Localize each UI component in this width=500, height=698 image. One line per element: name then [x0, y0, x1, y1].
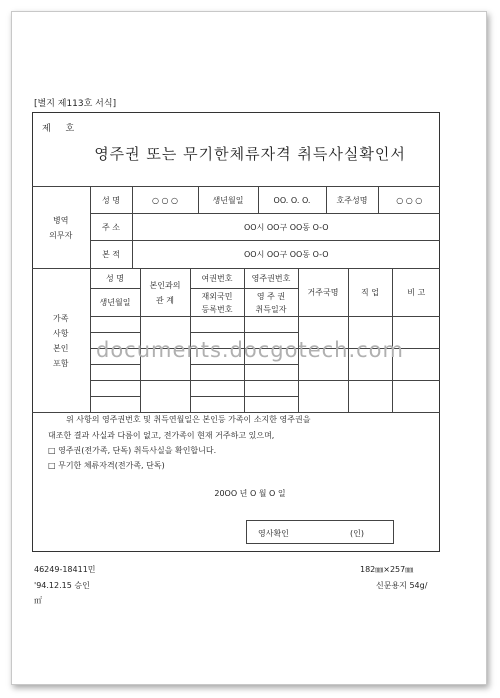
footer-form-code: 46249-18411민: [34, 565, 96, 574]
family-row: [32, 317, 440, 333]
family-cell: [90, 317, 140, 333]
family-cell: [90, 365, 140, 381]
household-head-label: 호주성명: [326, 187, 378, 214]
family-cell: [190, 317, 244, 333]
watermark: documents.docgotech.com: [95, 338, 404, 362]
section-family-line3: 본인: [53, 343, 69, 353]
domicile-label: 본 적: [90, 241, 132, 269]
family-cell: [190, 365, 244, 381]
form-code: [별지 제113호 서식]: [34, 99, 117, 109]
household-head-value: ○ ○ ○: [378, 187, 440, 214]
family-cell: [190, 397, 244, 413]
document-title: 영주권 또는 무기한체류자격 취득사실확인서: [94, 145, 406, 163]
birth-label: 생년월일: [198, 187, 258, 214]
family-pr-number-header: 영주권번호: [244, 269, 298, 289]
address-label: 주 소: [90, 214, 132, 241]
option-indefinite-stay: □ 무기한 체류자격(전가족, 단독): [48, 461, 165, 470]
relation-header-line2: 관 계: [156, 295, 174, 305]
footer-approval: '94.12.15 승인: [34, 581, 90, 590]
document-number-label: 제 호: [42, 124, 81, 134]
family-cell: [348, 381, 392, 413]
footer-paper-size: 182㎜×257㎜: [360, 565, 414, 574]
pr-date-line1: 영 주 권: [256, 291, 286, 301]
seal-mark: (인): [350, 529, 364, 538]
family-pr-date-header: [244, 289, 298, 317]
family-cell: [190, 381, 244, 397]
document-date: 20OO 년 O 월 O 일: [214, 489, 286, 498]
family-cell: [298, 381, 348, 413]
family-cell: [140, 381, 190, 413]
section-family-line4: 포함: [53, 358, 69, 368]
section-military-label: [32, 187, 90, 269]
family-cell: [90, 397, 140, 413]
name-value: ○ ○ ○: [132, 187, 198, 214]
family-cell: [244, 397, 298, 413]
section-military-line1: 병역: [53, 215, 69, 225]
family-cell: [244, 381, 298, 397]
family-cell: [244, 317, 298, 333]
footer-paper-type: 신문용지 54g/: [376, 581, 428, 590]
domicile-value: OO시 OO구 OO동 O-O: [132, 241, 440, 269]
option-permanent-residence: □ 영주권(전가족, 단독) 취득사실을 확인합니다.: [48, 446, 217, 455]
family-row: [32, 381, 440, 397]
family-passport-header: 여권번호: [190, 269, 244, 289]
section-family-line1: 가족: [53, 313, 69, 323]
family-country-header: 거주국명: [298, 269, 348, 317]
birth-value: OO. O. O.: [258, 187, 326, 214]
pr-date-line2: 취득일자: [255, 304, 287, 314]
family-cell: [90, 381, 140, 397]
family-cell: [244, 365, 298, 381]
family-cell: [392, 381, 440, 413]
address-value: OO시 OO구 OO동 O-O: [132, 214, 440, 241]
family-foreign-reg-header: [190, 289, 244, 317]
family-name-header: 성 명: [90, 269, 140, 289]
section-family-line2: 사항: [53, 328, 69, 338]
footer-unit: ㎡: [34, 596, 42, 605]
family-relation-header: [140, 269, 190, 317]
body-paragraph-line1: 위 사항의 영주권번호 및 취득연월일은 본인등 가족이 소지한 영주권을: [66, 415, 311, 424]
family-job-header: 직 업: [348, 269, 392, 317]
family-birth-header: 생년월일: [90, 289, 140, 317]
military-person-table: [32, 186, 440, 269]
relation-header-line1: 본인과의: [149, 280, 181, 290]
section-military-line2: 의무자: [49, 230, 73, 240]
foreign-reg-line1: 재외국민: [201, 291, 233, 301]
body-paragraph-line2: 대조한 결과 사실과 다름이 없고, 전가족이 현재 거주하고 있으며,: [48, 431, 275, 440]
family-note-header: 비 고: [392, 269, 440, 317]
name-label: 성 명: [90, 187, 132, 214]
foreign-reg-line2: 등록번호: [201, 304, 233, 314]
consul-confirm-label: 영사확인: [258, 529, 289, 538]
